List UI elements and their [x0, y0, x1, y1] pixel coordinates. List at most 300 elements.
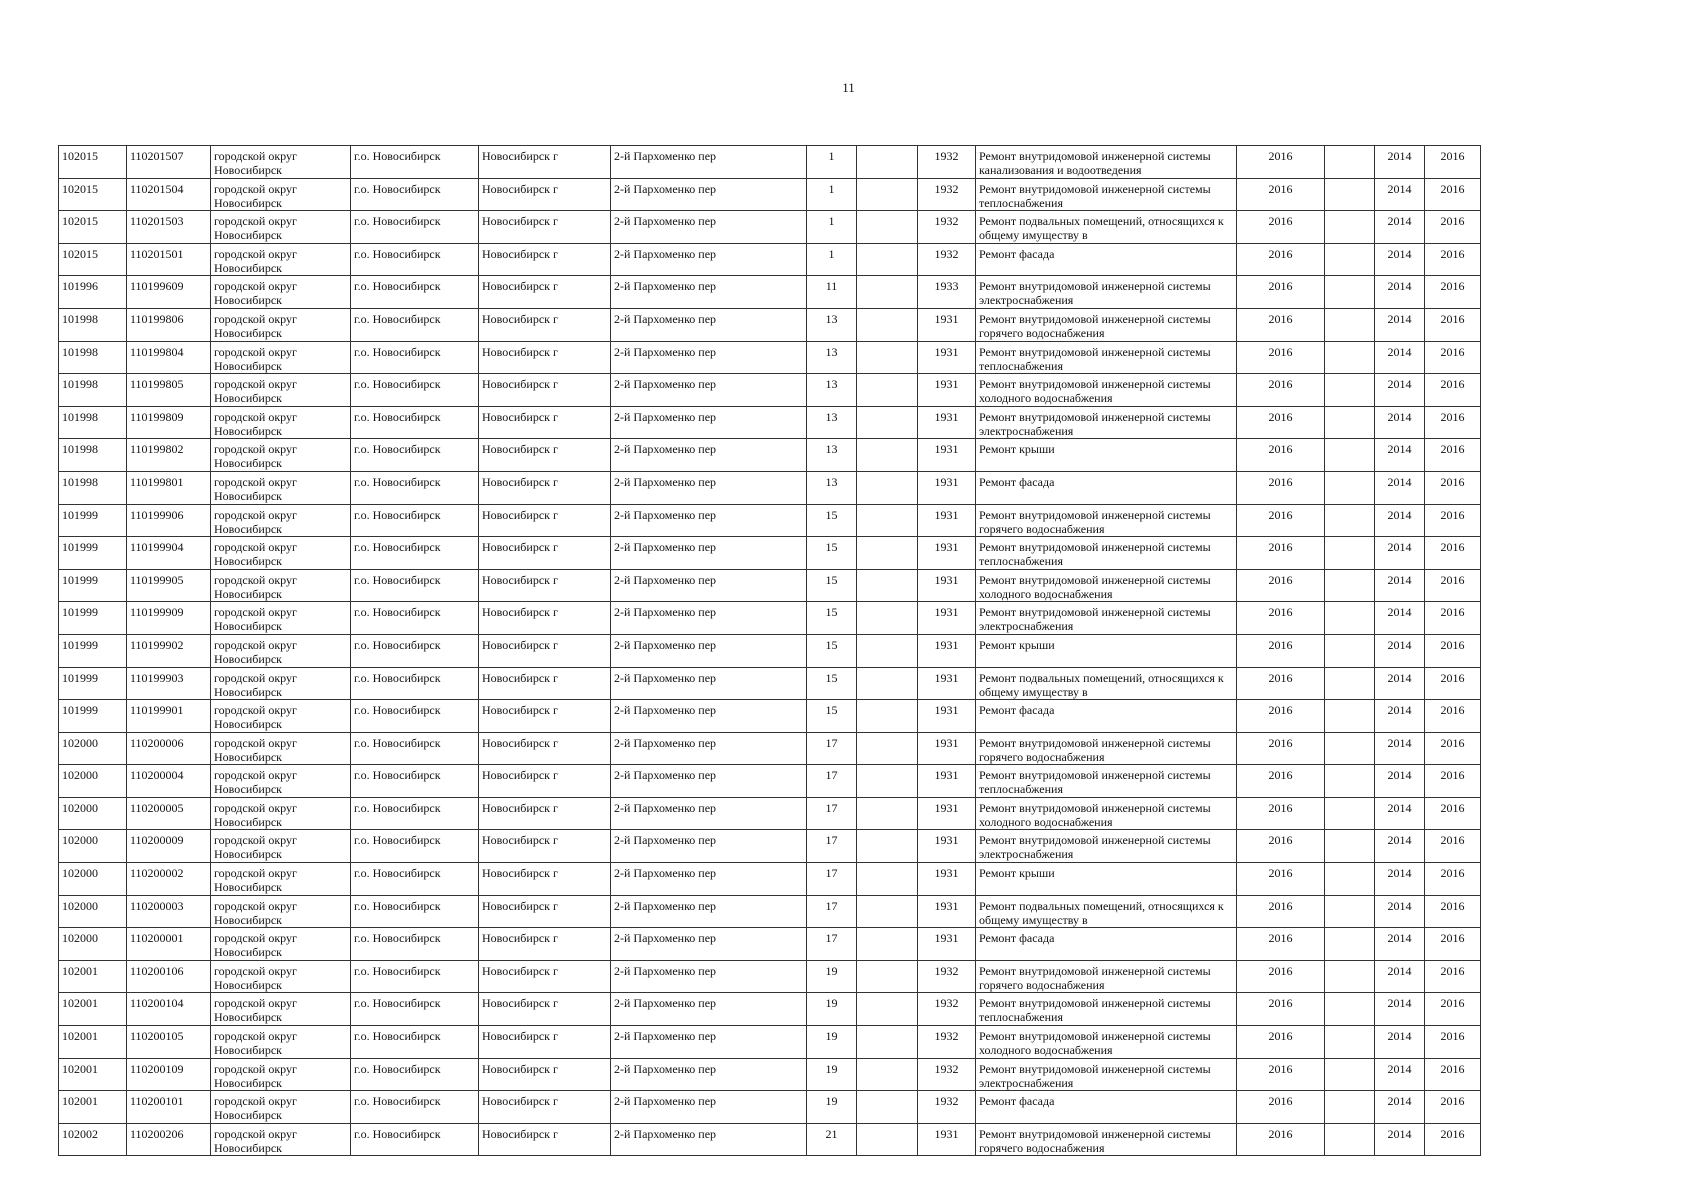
- year-built-cell: 1931: [918, 537, 976, 570]
- municipality-cell: городской округ Новосибирск: [211, 308, 351, 341]
- locality-cell: Новосибирск г: [479, 178, 611, 211]
- work-type-cell: Ремонт внутридомовой инженерной системы электроснабжения: [976, 276, 1237, 309]
- year-end-cell: 2016: [1425, 667, 1481, 700]
- year-built-cell: 1931: [918, 569, 976, 602]
- street-cell: 2-й Пархоменко пер: [611, 928, 807, 961]
- empty-cell: [1325, 406, 1375, 439]
- locality-cell: Новосибирск г: [479, 928, 611, 961]
- municipality-cell: городской округ Новосибирск: [211, 146, 351, 179]
- building-cell: [857, 406, 918, 439]
- building-cell: [857, 276, 918, 309]
- work-type-cell: Ремонт внутридомовой инженерной системы теплоснабжения: [976, 537, 1237, 570]
- street-cell: 2-й Пархоменко пер: [611, 895, 807, 928]
- house-number-cell: 13: [807, 471, 857, 504]
- municipality-cell: городской округ Новосибирск: [211, 602, 351, 635]
- year-end-cell: 2016: [1425, 146, 1481, 179]
- year-built-cell: 1931: [918, 700, 976, 733]
- year-end-cell: 2016: [1425, 765, 1481, 798]
- district-cell: г.о. Новосибирск: [351, 1091, 479, 1124]
- municipality-cell: городской округ Новосибирск: [211, 1058, 351, 1091]
- work-type-cell: Ремонт внутридомовой инженерной системы холодного водоснабжения: [976, 797, 1237, 830]
- district-cell: г.о. Новосибирск: [351, 471, 479, 504]
- table-row: [59, 863, 1481, 896]
- year-end-cell: 2016: [1425, 1058, 1481, 1091]
- plan-year-cell: 2016: [1237, 243, 1325, 276]
- year-built-cell: 1931: [918, 928, 976, 961]
- street-cell: 2-й Пархоменко пер: [611, 634, 807, 667]
- table-row: [59, 537, 1481, 570]
- locality-cell: Новосибирск г: [479, 765, 611, 798]
- locality-cell: Новосибирск г: [479, 667, 611, 700]
- object-code-cell: 110199901: [127, 700, 211, 733]
- record-id-cell: 101998: [59, 308, 127, 341]
- house-number-cell: 17: [807, 830, 857, 863]
- object-code-cell: 110199902: [127, 634, 211, 667]
- record-id-cell: 102015: [59, 146, 127, 179]
- record-id-cell: 101999: [59, 602, 127, 635]
- record-id-cell: 102000: [59, 765, 127, 798]
- district-cell: г.о. Новосибирск: [351, 928, 479, 961]
- building-cell: [857, 569, 918, 602]
- year-start-cell: 2014: [1375, 308, 1425, 341]
- record-id-cell: 101998: [59, 471, 127, 504]
- record-id-cell: 101998: [59, 341, 127, 374]
- work-type-cell: Ремонт фасада: [976, 243, 1237, 276]
- street-cell: 2-й Пархоменко пер: [611, 243, 807, 276]
- record-id-cell: 102001: [59, 960, 127, 993]
- year-built-cell: 1932: [918, 178, 976, 211]
- object-code-cell: 110200003: [127, 895, 211, 928]
- object-code-cell: 110199801: [127, 471, 211, 504]
- building-cell: [857, 895, 918, 928]
- locality-cell: Новосибирск г: [479, 374, 611, 407]
- locality-cell: Новосибирск г: [479, 341, 611, 374]
- work-type-cell: Ремонт внутридомовой инженерной системы электроснабжения: [976, 602, 1237, 635]
- object-code-cell: 110199802: [127, 439, 211, 472]
- record-id-cell: 101999: [59, 569, 127, 602]
- district-cell: г.о. Новосибирск: [351, 1058, 479, 1091]
- object-code-cell: 110199903: [127, 667, 211, 700]
- year-built-cell: 1931: [918, 863, 976, 896]
- building-cell: [857, 830, 918, 863]
- object-code-cell: 110200109: [127, 1058, 211, 1091]
- year-end-cell: 2016: [1425, 439, 1481, 472]
- table-row: [59, 895, 1481, 928]
- street-cell: 2-й Пархоменко пер: [611, 569, 807, 602]
- building-cell: [857, 960, 918, 993]
- object-code-cell: 110201503: [127, 211, 211, 244]
- record-id-cell: 101996: [59, 276, 127, 309]
- year-end-cell: 2016: [1425, 374, 1481, 407]
- district-cell: г.о. Новосибирск: [351, 830, 479, 863]
- year-end-cell: 2016: [1425, 602, 1481, 635]
- object-code-cell: 110199809: [127, 406, 211, 439]
- street-cell: 2-й Пархоменко пер: [611, 1058, 807, 1091]
- empty-cell: [1325, 341, 1375, 374]
- street-cell: 2-й Пархоменко пер: [611, 993, 807, 1026]
- table-row: [59, 1026, 1481, 1059]
- locality-cell: Новосибирск г: [479, 569, 611, 602]
- empty-cell: [1325, 1026, 1375, 1059]
- municipality-cell: городской округ Новосибирск: [211, 1091, 351, 1124]
- street-cell: 2-й Пархоменко пер: [611, 471, 807, 504]
- building-cell: [857, 243, 918, 276]
- street-cell: 2-й Пархоменко пер: [611, 406, 807, 439]
- work-type-cell: Ремонт крыши: [976, 863, 1237, 896]
- work-type-cell: Ремонт фасада: [976, 700, 1237, 733]
- locality-cell: Новосибирск г: [479, 537, 611, 570]
- work-type-cell: Ремонт фасада: [976, 471, 1237, 504]
- record-id-cell: 102001: [59, 1026, 127, 1059]
- street-cell: 2-й Пархоменко пер: [611, 732, 807, 765]
- year-start-cell: 2014: [1375, 863, 1425, 896]
- locality-cell: Новосибирск г: [479, 211, 611, 244]
- plan-year-cell: 2016: [1237, 797, 1325, 830]
- municipality-cell: городской округ Новосибирск: [211, 471, 351, 504]
- building-cell: [857, 374, 918, 407]
- year-start-cell: 2014: [1375, 569, 1425, 602]
- year-end-cell: 2016: [1425, 634, 1481, 667]
- plan-year-cell: 2016: [1237, 308, 1325, 341]
- house-number-cell: 19: [807, 1026, 857, 1059]
- house-number-cell: 17: [807, 765, 857, 798]
- locality-cell: Новосибирск г: [479, 1091, 611, 1124]
- building-cell: [857, 700, 918, 733]
- locality-cell: Новосибирск г: [479, 439, 611, 472]
- empty-cell: [1325, 1091, 1375, 1124]
- house-number-cell: 17: [807, 895, 857, 928]
- object-code-cell: 110200006: [127, 732, 211, 765]
- year-built-cell: 1932: [918, 211, 976, 244]
- street-cell: 2-й Пархоменко пер: [611, 667, 807, 700]
- record-id-cell: 102000: [59, 928, 127, 961]
- register-table: [58, 145, 1481, 1156]
- work-type-cell: Ремонт внутридомовой инженерной системы электроснабжения: [976, 1058, 1237, 1091]
- table-row: [59, 341, 1481, 374]
- object-code-cell: 110199905: [127, 569, 211, 602]
- object-code-cell: 110199805: [127, 374, 211, 407]
- year-end-cell: 2016: [1425, 928, 1481, 961]
- object-code-cell: 110200002: [127, 863, 211, 896]
- district-cell: г.о. Новосибирск: [351, 308, 479, 341]
- object-code-cell: 110199904: [127, 537, 211, 570]
- table-row: [59, 178, 1481, 211]
- year-start-cell: 2014: [1375, 993, 1425, 1026]
- year-start-cell: 2014: [1375, 374, 1425, 407]
- table-row: [59, 1058, 1481, 1091]
- object-code-cell: 110200005: [127, 797, 211, 830]
- year-built-cell: 1931: [918, 374, 976, 407]
- district-cell: г.о. Новосибирск: [351, 1123, 479, 1156]
- locality-cell: Новосибирск г: [479, 732, 611, 765]
- empty-cell: [1325, 700, 1375, 733]
- plan-year-cell: 2016: [1237, 439, 1325, 472]
- municipality-cell: городской округ Новосибирск: [211, 276, 351, 309]
- locality-cell: Новосибирск г: [479, 1123, 611, 1156]
- municipality-cell: городской округ Новосибирск: [211, 211, 351, 244]
- house-number-cell: 11: [807, 276, 857, 309]
- year-built-cell: 1931: [918, 602, 976, 635]
- year-start-cell: 2014: [1375, 732, 1425, 765]
- record-id-cell: 101998: [59, 439, 127, 472]
- house-number-cell: 15: [807, 504, 857, 537]
- object-code-cell: 110200009: [127, 830, 211, 863]
- plan-year-cell: 2016: [1237, 1026, 1325, 1059]
- district-cell: г.о. Новосибирск: [351, 765, 479, 798]
- year-end-cell: 2016: [1425, 211, 1481, 244]
- empty-cell: [1325, 308, 1375, 341]
- plan-year-cell: 2016: [1237, 993, 1325, 1026]
- year-end-cell: 2016: [1425, 960, 1481, 993]
- plan-year-cell: 2016: [1237, 960, 1325, 993]
- table-row: [59, 1123, 1481, 1156]
- plan-year-cell: 2016: [1237, 211, 1325, 244]
- building-cell: [857, 471, 918, 504]
- empty-cell: [1325, 993, 1375, 1026]
- building-cell: [857, 537, 918, 570]
- locality-cell: Новосибирск г: [479, 243, 611, 276]
- empty-cell: [1325, 765, 1375, 798]
- empty-cell: [1325, 439, 1375, 472]
- street-cell: 2-й Пархоменко пер: [611, 308, 807, 341]
- empty-cell: [1325, 895, 1375, 928]
- house-number-cell: 1: [807, 178, 857, 211]
- plan-year-cell: 2016: [1237, 537, 1325, 570]
- year-end-cell: 2016: [1425, 569, 1481, 602]
- year-start-cell: 2014: [1375, 243, 1425, 276]
- work-type-cell: Ремонт крыши: [976, 439, 1237, 472]
- street-cell: 2-й Пархоменко пер: [611, 863, 807, 896]
- year-start-cell: 2014: [1375, 1058, 1425, 1091]
- district-cell: г.о. Новосибирск: [351, 667, 479, 700]
- empty-cell: [1325, 797, 1375, 830]
- house-number-cell: 15: [807, 602, 857, 635]
- locality-cell: Новосибирск г: [479, 634, 611, 667]
- year-end-cell: 2016: [1425, 863, 1481, 896]
- house-number-cell: 13: [807, 439, 857, 472]
- year-built-cell: 1932: [918, 243, 976, 276]
- table-row: [59, 928, 1481, 961]
- record-id-cell: 101998: [59, 374, 127, 407]
- year-start-cell: 2014: [1375, 471, 1425, 504]
- empty-cell: [1325, 569, 1375, 602]
- house-number-cell: 19: [807, 1058, 857, 1091]
- table-row: [59, 797, 1481, 830]
- year-end-cell: 2016: [1425, 471, 1481, 504]
- municipality-cell: городской округ Новосибирск: [211, 960, 351, 993]
- district-cell: г.о. Новосибирск: [351, 634, 479, 667]
- plan-year-cell: 2016: [1237, 895, 1325, 928]
- house-number-cell: 19: [807, 960, 857, 993]
- table-row: [59, 993, 1481, 1026]
- locality-cell: Новосибирск г: [479, 863, 611, 896]
- empty-cell: [1325, 602, 1375, 635]
- year-built-cell: 1932: [918, 1091, 976, 1124]
- building-cell: [857, 1026, 918, 1059]
- work-type-cell: Ремонт внутридомовой инженерной системы горячего водоснабжения: [976, 504, 1237, 537]
- plan-year-cell: 2016: [1237, 178, 1325, 211]
- work-type-cell: Ремонт внутридомовой инженерной системы теплоснабжения: [976, 993, 1237, 1026]
- district-cell: г.о. Новосибирск: [351, 993, 479, 1026]
- object-code-cell: 110200001: [127, 928, 211, 961]
- work-type-cell: Ремонт внутридомовой инженерной системы теплоснабжения: [976, 178, 1237, 211]
- municipality-cell: городской округ Новосибирск: [211, 1026, 351, 1059]
- record-id-cell: 101999: [59, 504, 127, 537]
- empty-cell: [1325, 211, 1375, 244]
- locality-cell: Новосибирск г: [479, 797, 611, 830]
- municipality-cell: городской округ Новосибирск: [211, 830, 351, 863]
- year-start-cell: 2014: [1375, 178, 1425, 211]
- empty-cell: [1325, 863, 1375, 896]
- house-number-cell: 15: [807, 667, 857, 700]
- locality-cell: Новосибирск г: [479, 504, 611, 537]
- district-cell: г.о. Новосибирск: [351, 178, 479, 211]
- work-type-cell: Ремонт внутридомовой инженерной системы канализования и водоотведения: [976, 146, 1237, 179]
- municipality-cell: городской округ Новосибирск: [211, 178, 351, 211]
- table-row: [59, 732, 1481, 765]
- year-end-cell: 2016: [1425, 341, 1481, 374]
- empty-cell: [1325, 667, 1375, 700]
- plan-year-cell: 2016: [1237, 146, 1325, 179]
- street-cell: 2-й Пархоменко пер: [611, 211, 807, 244]
- municipality-cell: городской округ Новосибирск: [211, 993, 351, 1026]
- locality-cell: Новосибирск г: [479, 602, 611, 635]
- building-cell: [857, 765, 918, 798]
- object-code-cell: 110200101: [127, 1091, 211, 1124]
- building-cell: [857, 308, 918, 341]
- object-code-cell: 110199804: [127, 341, 211, 374]
- locality-cell: Новосибирск г: [479, 308, 611, 341]
- locality-cell: Новосибирск г: [479, 700, 611, 733]
- year-built-cell: 1932: [918, 1026, 976, 1059]
- house-number-cell: 15: [807, 700, 857, 733]
- district-cell: г.о. Новосибирск: [351, 700, 479, 733]
- year-start-cell: 2014: [1375, 439, 1425, 472]
- table-row: [59, 667, 1481, 700]
- house-number-cell: 19: [807, 993, 857, 1026]
- year-end-cell: 2016: [1425, 1123, 1481, 1156]
- table-row: [59, 765, 1481, 798]
- year-built-cell: 1932: [918, 993, 976, 1026]
- year-end-cell: 2016: [1425, 243, 1481, 276]
- district-cell: г.о. Новосибирск: [351, 569, 479, 602]
- work-type-cell: Ремонт внутридомовой инженерной системы горячего водоснабжения: [976, 732, 1237, 765]
- empty-cell: [1325, 928, 1375, 961]
- year-start-cell: 2014: [1375, 1123, 1425, 1156]
- record-id-cell: 102001: [59, 1058, 127, 1091]
- object-code-cell: 110200105: [127, 1026, 211, 1059]
- street-cell: 2-й Пархоменко пер: [611, 1091, 807, 1124]
- plan-year-cell: 2016: [1237, 504, 1325, 537]
- municipality-cell: городской округ Новосибирск: [211, 569, 351, 602]
- locality-cell: Новосибирск г: [479, 960, 611, 993]
- object-code-cell: 110200004: [127, 765, 211, 798]
- page-number: 11: [842, 80, 855, 95]
- object-code-cell: 110199609: [127, 276, 211, 309]
- object-code-cell: 110201501: [127, 243, 211, 276]
- locality-cell: Новосибирск г: [479, 895, 611, 928]
- year-built-cell: 1931: [918, 504, 976, 537]
- record-id-cell: 102000: [59, 830, 127, 863]
- work-type-cell: Ремонт внутридомовой инженерной системы холодного водоснабжения: [976, 1026, 1237, 1059]
- municipality-cell: городской округ Новосибирск: [211, 374, 351, 407]
- plan-year-cell: 2016: [1237, 341, 1325, 374]
- year-start-cell: 2014: [1375, 765, 1425, 798]
- record-id-cell: 102015: [59, 178, 127, 211]
- municipality-cell: городской округ Новосибирск: [211, 895, 351, 928]
- municipality-cell: городской округ Новосибирск: [211, 243, 351, 276]
- year-built-cell: 1931: [918, 667, 976, 700]
- empty-cell: [1325, 276, 1375, 309]
- plan-year-cell: 2016: [1237, 928, 1325, 961]
- year-built-cell: 1933: [918, 276, 976, 309]
- plan-year-cell: 2016: [1237, 732, 1325, 765]
- empty-cell: [1325, 732, 1375, 765]
- street-cell: 2-й Пархоменко пер: [611, 830, 807, 863]
- locality-cell: Новосибирск г: [479, 471, 611, 504]
- building-cell: [857, 732, 918, 765]
- work-type-cell: Ремонт внутридомовой инженерной системы горячего водоснабжения: [976, 1123, 1237, 1156]
- empty-cell: [1325, 243, 1375, 276]
- house-number-cell: 17: [807, 732, 857, 765]
- record-id-cell: 101999: [59, 537, 127, 570]
- record-id-cell: 102002: [59, 1123, 127, 1156]
- work-type-cell: Ремонт внутридомовой инженерной системы горячего водоснабжения: [976, 960, 1237, 993]
- plan-year-cell: 2016: [1237, 634, 1325, 667]
- street-cell: 2-й Пархоменко пер: [611, 797, 807, 830]
- locality-cell: Новосибирск г: [479, 993, 611, 1026]
- empty-cell: [1325, 1058, 1375, 1091]
- district-cell: г.о. Новосибирск: [351, 863, 479, 896]
- plan-year-cell: 2016: [1237, 830, 1325, 863]
- year-end-cell: 2016: [1425, 797, 1481, 830]
- locality-cell: Новосибирск г: [479, 1058, 611, 1091]
- work-type-cell: Ремонт фасада: [976, 1091, 1237, 1124]
- building-cell: [857, 667, 918, 700]
- record-id-cell: 101999: [59, 634, 127, 667]
- municipality-cell: городской округ Новосибирск: [211, 504, 351, 537]
- house-number-cell: 15: [807, 569, 857, 602]
- building-cell: [857, 602, 918, 635]
- house-number-cell: 13: [807, 374, 857, 407]
- year-start-cell: 2014: [1375, 895, 1425, 928]
- year-end-cell: 2016: [1425, 276, 1481, 309]
- year-built-cell: 1931: [918, 308, 976, 341]
- record-id-cell: 102001: [59, 993, 127, 1026]
- street-cell: 2-й Пархоменко пер: [611, 602, 807, 635]
- year-start-cell: 2014: [1375, 504, 1425, 537]
- work-type-cell: Ремонт фасада: [976, 928, 1237, 961]
- district-cell: г.о. Новосибирск: [351, 243, 479, 276]
- work-type-cell: Ремонт внутридомовой инженерной системы электроснабжения: [976, 406, 1237, 439]
- locality-cell: Новосибирск г: [479, 830, 611, 863]
- building-cell: [857, 211, 918, 244]
- street-cell: 2-й Пархоменко пер: [611, 700, 807, 733]
- year-start-cell: 2014: [1375, 797, 1425, 830]
- year-start-cell: 2014: [1375, 537, 1425, 570]
- municipality-cell: городской округ Новосибирск: [211, 863, 351, 896]
- district-cell: г.о. Новосибирск: [351, 276, 479, 309]
- year-start-cell: 2014: [1375, 928, 1425, 961]
- table-row: [59, 439, 1481, 472]
- municipality-cell: городской округ Новосибирск: [211, 537, 351, 570]
- locality-cell: Новосибирск г: [479, 146, 611, 179]
- table-row: [59, 471, 1481, 504]
- object-code-cell: 110200106: [127, 960, 211, 993]
- object-code-cell: 110200104: [127, 993, 211, 1026]
- building-cell: [857, 928, 918, 961]
- table-row: [59, 504, 1481, 537]
